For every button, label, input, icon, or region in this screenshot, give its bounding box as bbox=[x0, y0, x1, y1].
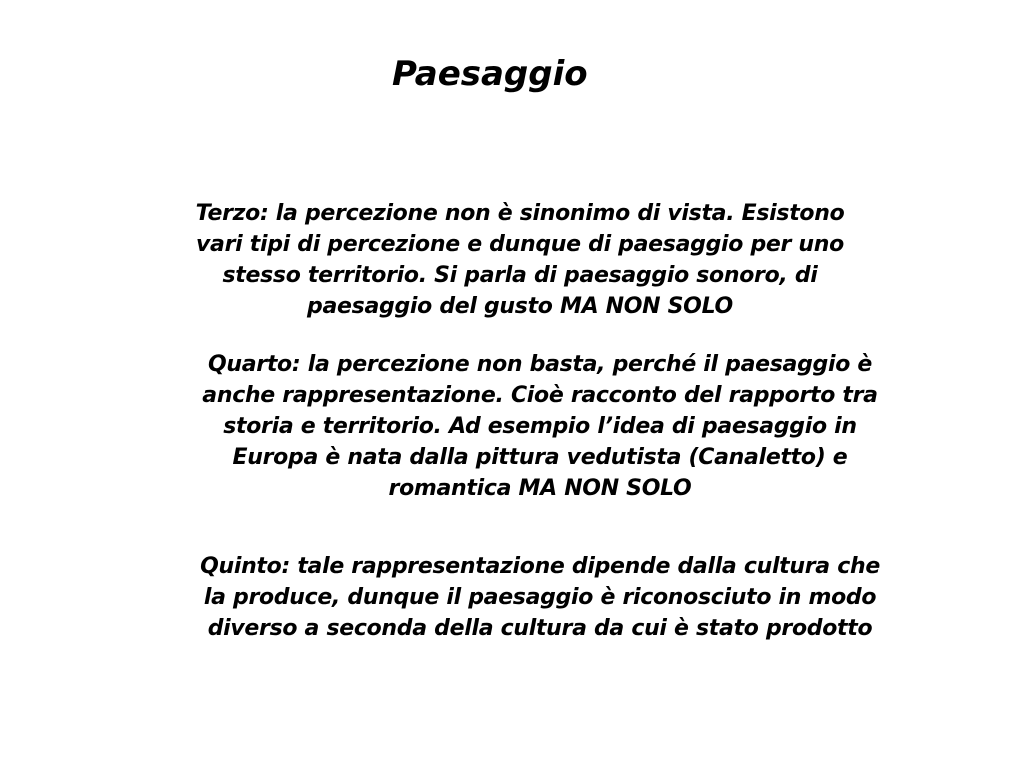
text-line: diverso a seconda della cultura da cui è stato prodotto bbox=[207, 616, 873, 641]
text-line: romantica MA NON SOLO bbox=[388, 476, 692, 501]
text-line: storia e territorio. Ad esempio l’idea di paesaggio in bbox=[223, 414, 857, 439]
text-line: Europa è nata dalla pittura vedutista (Canaletto) e bbox=[232, 445, 848, 470]
slide-title: Paesaggio bbox=[392, 54, 588, 94]
text-line: vari tipi di percezione e dunque di paesaggio per uno bbox=[196, 232, 844, 257]
text-line: stesso territorio. Si parla di paesaggio sonoro, di bbox=[222, 263, 818, 288]
text-line: Terzo: la percezione non è sinonimo di vista. Esistono bbox=[195, 201, 845, 226]
paragraph-terzo bbox=[150, 198, 890, 322]
text-line: Quarto: la percezione non basta, perché il paesaggio è bbox=[207, 352, 873, 377]
text-line: anche rappresentazione. Cioè racconto del rapporto tra bbox=[202, 383, 878, 408]
text-line: Quinto: tale rappresentazione dipende dalla cultura che bbox=[200, 554, 880, 579]
text-line: la produce, dunque il paesaggio è riconosciuto in modo bbox=[203, 585, 877, 610]
paragraph-quinto bbox=[150, 551, 930, 644]
paragraph-quarto bbox=[150, 349, 930, 504]
text-line: paesaggio del gusto MA NON SOLO bbox=[307, 294, 733, 319]
